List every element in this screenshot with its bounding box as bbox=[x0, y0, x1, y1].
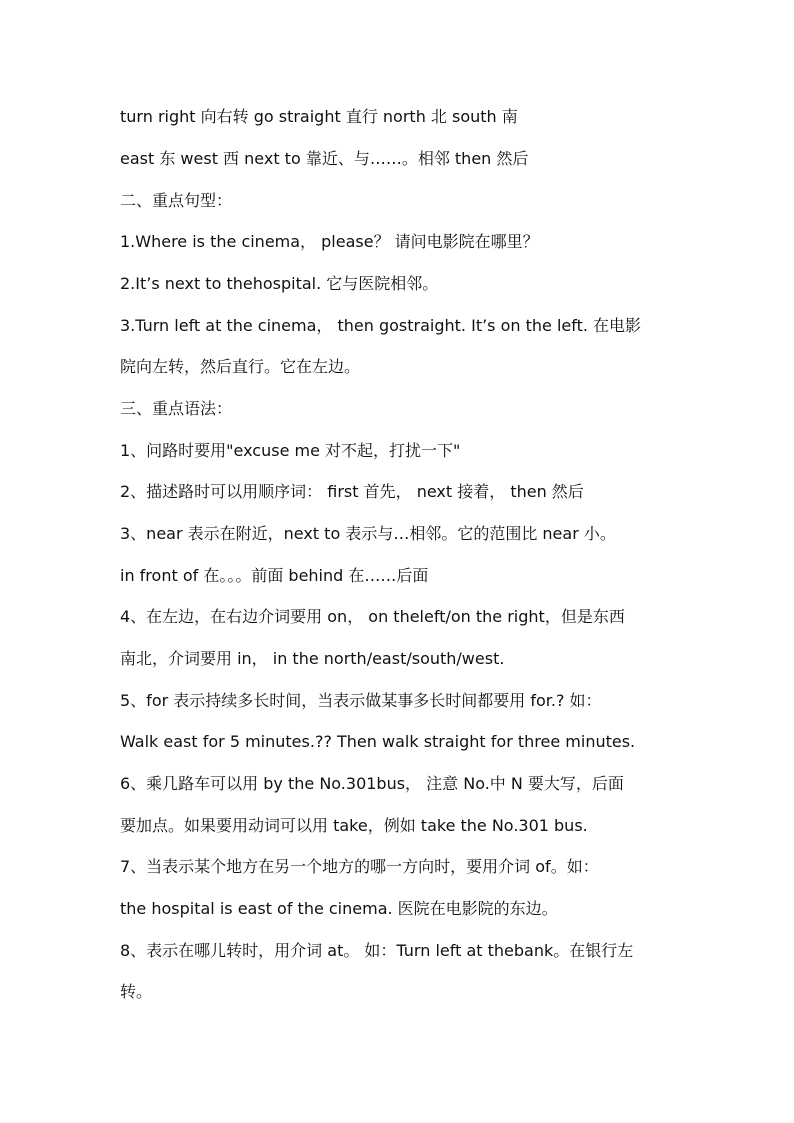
vocab-line-2: east 东 west 西 next to 靠近、与……。相邻 then 然后 bbox=[120, 149, 529, 168]
grammar-point-6-continued: 要加点。如果要用动词可以用 take，例如 take the No.301 bus. bbox=[120, 816, 588, 835]
sentence-3-continued: 院向左转，然后直行。它在左边。 bbox=[120, 357, 361, 376]
sentence-1: 1.Where is the cinema， please？ 请问电影院在哪里？ bbox=[120, 232, 539, 251]
grammar-point-7-example: the hospital is east of the cinema. 医院在电影院的东边。 bbox=[120, 899, 558, 918]
sentence-3: 3.Turn left at the cinema， then gostraight. It’s on the left. 在电影 bbox=[120, 316, 642, 335]
section-heading-key-sentences: 二、重点句型： bbox=[120, 191, 233, 210]
sentence-2: 2.It’s next to thehospital. 它与医院相邻。 bbox=[120, 274, 439, 293]
grammar-point-3-continued: in front of 在。。。前面 behind 在……后面 bbox=[120, 566, 429, 585]
grammar-point-8-continued: 转。 bbox=[120, 982, 153, 1001]
grammar-point-5: 5、for 表示持续多长时间，当表示做某事多长时间都要用 for.? 如： bbox=[120, 691, 602, 710]
section-heading-grammar: 三、重点语法： bbox=[120, 399, 233, 418]
grammar-point-1: 1、问路时要用"excuse me 对不起，打扰一下" bbox=[120, 441, 461, 460]
grammar-point-2: 2、描述路时可以用顺序词： first 首先， next 接着， then 然后 bbox=[120, 482, 584, 501]
vocab-line-1: turn right 向右转 go straight 直行 north 北 south 南 bbox=[120, 107, 518, 126]
grammar-point-3: 3、near 表示在附近，next to 表示与…相邻。它的范围比 near 小。 bbox=[120, 524, 616, 543]
grammar-point-4: 4、在左边，在右边介词要用 on， on theleft/on the right，但是东西 bbox=[120, 607, 625, 626]
grammar-point-4-continued: 南北，介词要用 in， in the north/east/south/west. bbox=[120, 649, 505, 668]
grammar-point-6: 6、乘几路车可以用 by the No.301bus， 注意 No.中 N 要大写，后面 bbox=[120, 774, 624, 793]
grammar-point-8: 8、表示在哪儿转时，用介词 at。 如：Turn left at thebank。在银行左 bbox=[120, 941, 634, 960]
grammar-point-7: 7、当表示某个地方在另一个地方的哪一方向时，要用介词 of。如： bbox=[120, 857, 599, 876]
grammar-point-5-example: Walk east for 5 minutes.?? Then walk straight for three minutes. bbox=[120, 732, 636, 751]
